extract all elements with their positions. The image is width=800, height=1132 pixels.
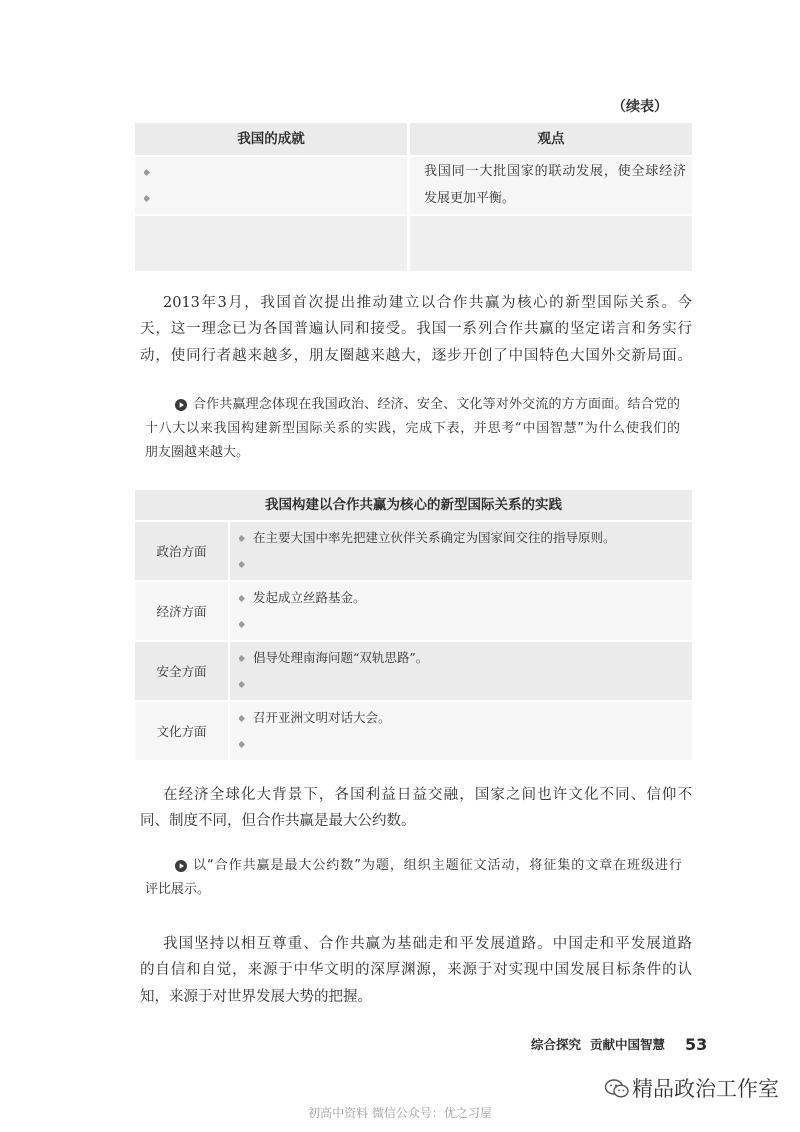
paragraph-line: 动，使同行者越来越多，朋友圈越来越大，逐步开创了中国特色大国外交新局面。 (140, 348, 692, 364)
row-content (230, 642, 692, 700)
item-text: 在主要大国中率先把建立伙伴关系确定为国家间交往的指导原则。 (253, 530, 616, 545)
activity-line: 评比展示。 (145, 882, 211, 897)
achievements-cell (135, 216, 407, 271)
diamond-bullet-icon (239, 655, 245, 662)
list-item (144, 159, 158, 185)
item-text: 倡导处理南海问题“双轨思路”。 (253, 650, 429, 665)
row-content (230, 702, 692, 760)
header-viewpoints: 观点 (410, 123, 692, 155)
paragraph-line: 的自信和自觉，来源于中华文明的深厚渊源，来源于对实现中国发展目标条件的认 (140, 962, 692, 978)
diamond-bullet-icon (239, 561, 245, 568)
table-title: 我国构建以合作共赢为核心的新型国际关系的实践 (135, 490, 692, 520)
table-row (135, 702, 692, 760)
item-text: 召开亚洲文明对话大会。 (253, 710, 391, 725)
diamond-bullet-icon (239, 681, 245, 688)
list-item (239, 525, 616, 551)
activity-line: 朋友圈越来越大。 (145, 445, 250, 460)
diamond-bullet-icon (239, 535, 245, 542)
continued-table-label: （续表） (612, 99, 668, 115)
page-number: 53 (685, 1035, 708, 1054)
wechat-icon (604, 1078, 630, 1100)
footer-section: 综合探究 (531, 1037, 582, 1052)
achievements-viewpoints-table (135, 123, 692, 271)
table-row (135, 582, 692, 640)
list-item (239, 645, 428, 671)
diamond-bullet-icon (239, 741, 245, 748)
viewpoint-line: 我国同一大批国家的联动发展，使全球经济 (424, 164, 686, 179)
row-content (230, 522, 692, 580)
header-achievements: 我国的成就 (135, 123, 407, 155)
activity-line: 以“合作共赢是最大公约数”为题，组织主题征文活动，将征集的文章在班级进行 (193, 858, 682, 873)
list-item (239, 731, 253, 757)
list-item (239, 611, 253, 637)
list-item (144, 185, 158, 211)
row-label: 安全方面 (135, 642, 228, 700)
viewpoint-line: 发展更加平衡。 (424, 191, 516, 206)
paragraph-line: 知，来源于对世界发展大势的把握。 (140, 989, 372, 1005)
diamond-bullet-icon (144, 169, 150, 176)
diamond-bullet-icon (239, 621, 245, 628)
paragraph-line: 我国坚持以相互尊重、合作共赢为基础走和平发展道路。中国走和平发展道路 (163, 936, 692, 952)
table-header-row (135, 123, 692, 155)
diamond-bullet-icon (239, 715, 245, 722)
list-item (239, 585, 366, 611)
list-item (239, 671, 253, 697)
achievements-cell (135, 157, 407, 214)
activity-line: 合作共赢理念体现在我国政治、经济、安全、文化等对外交流的方方面面。结合党的 (193, 397, 680, 412)
row-content (230, 582, 692, 640)
item-text: 发起成立丝路基金。 (253, 590, 366, 605)
paragraph-line: 在经济全球化大背景下，各国利益日益交融，国家之间也许文化不同、信仰不 (163, 787, 692, 803)
viewpoint-cell (410, 157, 692, 214)
row-label: 经济方面 (135, 582, 228, 640)
watermark-text: 精品政治工作室 (632, 1077, 779, 1101)
paragraph-line: 2013年3月，我国首次提出推动建立以合作共赢为核心的新型国际关系。今 (163, 295, 692, 311)
list-item (239, 551, 253, 577)
activity-line: 十八大以来我国构建新型国际关系的实践，完成下表，并思考“中国智慧”为什么使我们的 (145, 421, 680, 436)
table-row (135, 642, 692, 700)
paragraph-line: 天，这一理念已为各国普遍认同和接受。我国一系列合作共赢的坚定诺言和务实行 (140, 321, 692, 337)
play-circle-icon (175, 399, 187, 411)
diamond-bullet-icon (239, 595, 245, 602)
list-item (239, 705, 391, 731)
international-relations-practice-table (135, 490, 692, 760)
play-circle-icon (175, 860, 187, 872)
row-label: 政治方面 (135, 522, 228, 580)
diamond-bullet-icon (144, 195, 150, 202)
table-row (135, 522, 692, 580)
source-note: 初高中资料 微信公众号：优之习屋 (308, 1106, 492, 1120)
row-label: 文化方面 (135, 702, 228, 760)
paragraph-line: 同、制度不同，但合作共赢是最大公约数。 (140, 813, 416, 829)
table-row-empty (135, 216, 692, 271)
footer-chapter: 贡献中国智慧 (590, 1037, 666, 1052)
viewpoint-cell (410, 216, 692, 271)
table-row (135, 157, 692, 214)
